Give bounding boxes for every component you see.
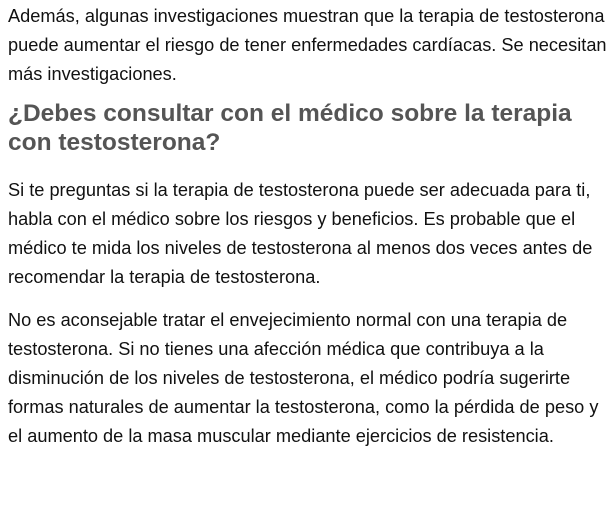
paragraph-normal-aging: No es aconsejable tratar el envejecimiento normal con una terapia de testosterona. Si no tienes una afección médica que contribuya a la disminución de los niveles de testosterona, el médico podría sugerirte formas naturales de aumentar la testosterona, como la pérdida de peso y el aumento de la masa muscular mediante ejercicios de resistencia. <box>8 310 599 446</box>
section-heading: ¿Debes consultar con el médico sobre la terapia con testosterona? <box>8 100 572 156</box>
paragraph-heart-risk: Además, algunas investigaciones muestran que la terapia de testosterona puede aumentar el riesgo de tener enfermedades cardíacas. Se necesitan más investigaciones. <box>8 6 607 84</box>
paragraph-consult-doctor: Si te preguntas si la terapia de testosterona puede ser adecuada para ti, habla con el médico sobre los riesgos y beneficios. Es probable que el médico te mida los niveles de testosterona al menos dos veces antes de recomendar la terapia de testosterona. <box>8 180 593 287</box>
